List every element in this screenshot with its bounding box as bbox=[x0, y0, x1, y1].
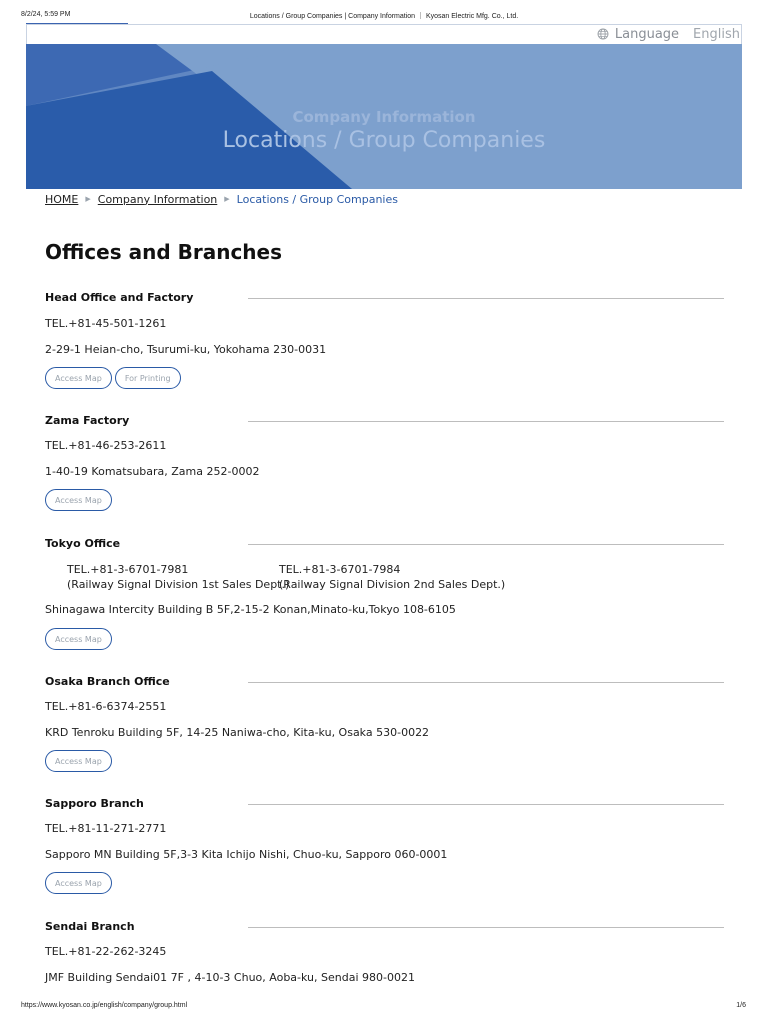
office-tel: TEL.+81-22-262-3245 bbox=[45, 945, 167, 958]
divider bbox=[248, 682, 724, 683]
office-tel: TEL.+81-11-271-2771 bbox=[45, 822, 167, 835]
hero-subtitle: Company Information bbox=[292, 108, 476, 126]
office-name: Sendai Branch bbox=[45, 920, 135, 933]
office-tel-entry bbox=[67, 562, 289, 592]
print-datetime: 8/2/24, 5:59 PM bbox=[21, 11, 71, 18]
office-head-office bbox=[45, 286, 724, 383]
print-url: https://www.kyosan.co.jp/english/company/group.html bbox=[21, 1002, 188, 1009]
office-tel: TEL.+81-6-6374-2551 bbox=[45, 700, 167, 713]
office-name: Osaka Branch Office bbox=[45, 675, 170, 688]
office-address: 2-29-1 Heian-cho, Tsurumi-ku, Yokohama 230-0031 bbox=[45, 343, 327, 356]
office-name: Zama Factory bbox=[45, 414, 130, 427]
office-tel: TEL.+81-3-6701-7984 bbox=[279, 563, 401, 576]
office-name: Sapporo Branch bbox=[45, 797, 144, 810]
access-map-button[interactable]: Access Map bbox=[45, 628, 112, 650]
office-sapporo-branch bbox=[45, 792, 724, 888]
office-sendai-branch bbox=[45, 915, 724, 984]
print-page-title: Locations / Group Companies | Company Information ｜ Kyosan Electric Mfg. Co., Ltd. bbox=[249, 13, 519, 20]
divider bbox=[248, 544, 724, 545]
office-zama-factory bbox=[45, 409, 724, 505]
office-name: Tokyo Office bbox=[45, 537, 121, 550]
access-map-button[interactable]: Access Map bbox=[45, 750, 112, 772]
language-label: Language bbox=[614, 26, 680, 42]
office-address: Shinagawa Intercity Building B 5F,2-15-2 Konan,Minato-ku,Tokyo 108-6105 bbox=[45, 603, 456, 616]
section-title: Offices and Branches bbox=[45, 240, 283, 264]
office-tel: TEL.+81-45-501-1261 bbox=[45, 317, 167, 330]
divider bbox=[248, 927, 724, 928]
print-header bbox=[0, 11, 768, 23]
breadcrumb-separator-icon: ▶ bbox=[85, 195, 91, 203]
office-address: JMF Building Sendai01 7F , 4-10-3 Chuo, Aoba-ku, Sendai 980-0021 bbox=[45, 971, 415, 984]
office-name: Head Office and Factory bbox=[45, 291, 194, 304]
office-tel: TEL.+81-46-253-2611 bbox=[45, 439, 167, 452]
breadcrumb-separator-icon: ▶ bbox=[224, 195, 230, 203]
divider bbox=[248, 421, 724, 422]
for-printing-button[interactable]: For Printing bbox=[115, 367, 181, 389]
language-current[interactable]: English bbox=[693, 26, 740, 42]
office-tel-dept: (Railway Signal Division 2nd Sales Dept.) bbox=[279, 578, 506, 591]
office-tel-dept: (Railway Signal Division 1st Sales Dept.) bbox=[67, 578, 290, 591]
header-accent-line bbox=[26, 23, 128, 24]
office-address: Sapporo MN Building 5F,3-3 Kita Ichijo Nishi, Chuo-ku, Sapporo 060-0001 bbox=[45, 848, 448, 861]
breadcrumb bbox=[45, 191, 398, 207]
print-page-number: 1/6 bbox=[736, 1002, 746, 1009]
office-address: KRD Tenroku Building 5F, 14-25 Naniwa-cho, Kita-ku, Osaka 530-0022 bbox=[45, 726, 430, 739]
breadcrumb-company-information-link[interactable]: Company Information bbox=[97, 192, 218, 206]
office-osaka-branch bbox=[45, 670, 724, 766]
breadcrumb-home-link[interactable]: HOME bbox=[45, 192, 79, 206]
language-selector[interactable] bbox=[597, 25, 740, 43]
hero-title: Locations / Group Companies bbox=[222, 128, 546, 153]
divider bbox=[248, 298, 724, 299]
breadcrumb-current-page: Locations / Group Companies bbox=[236, 192, 398, 206]
office-tokyo-office bbox=[45, 532, 724, 644]
office-tel-entry bbox=[279, 562, 505, 592]
hero-banner bbox=[26, 44, 742, 189]
access-map-button[interactable]: Access Map bbox=[45, 489, 112, 511]
office-tel: TEL.+81-3-6701-7981 bbox=[67, 563, 189, 576]
divider bbox=[248, 804, 724, 805]
access-map-button[interactable]: Access Map bbox=[45, 872, 112, 894]
print-footer bbox=[0, 1002, 768, 1014]
globe-icon bbox=[597, 28, 609, 40]
access-map-button[interactable]: Access Map bbox=[45, 367, 112, 389]
office-address: 1-40-19 Komatsubara, Zama 252-0002 bbox=[45, 465, 260, 478]
